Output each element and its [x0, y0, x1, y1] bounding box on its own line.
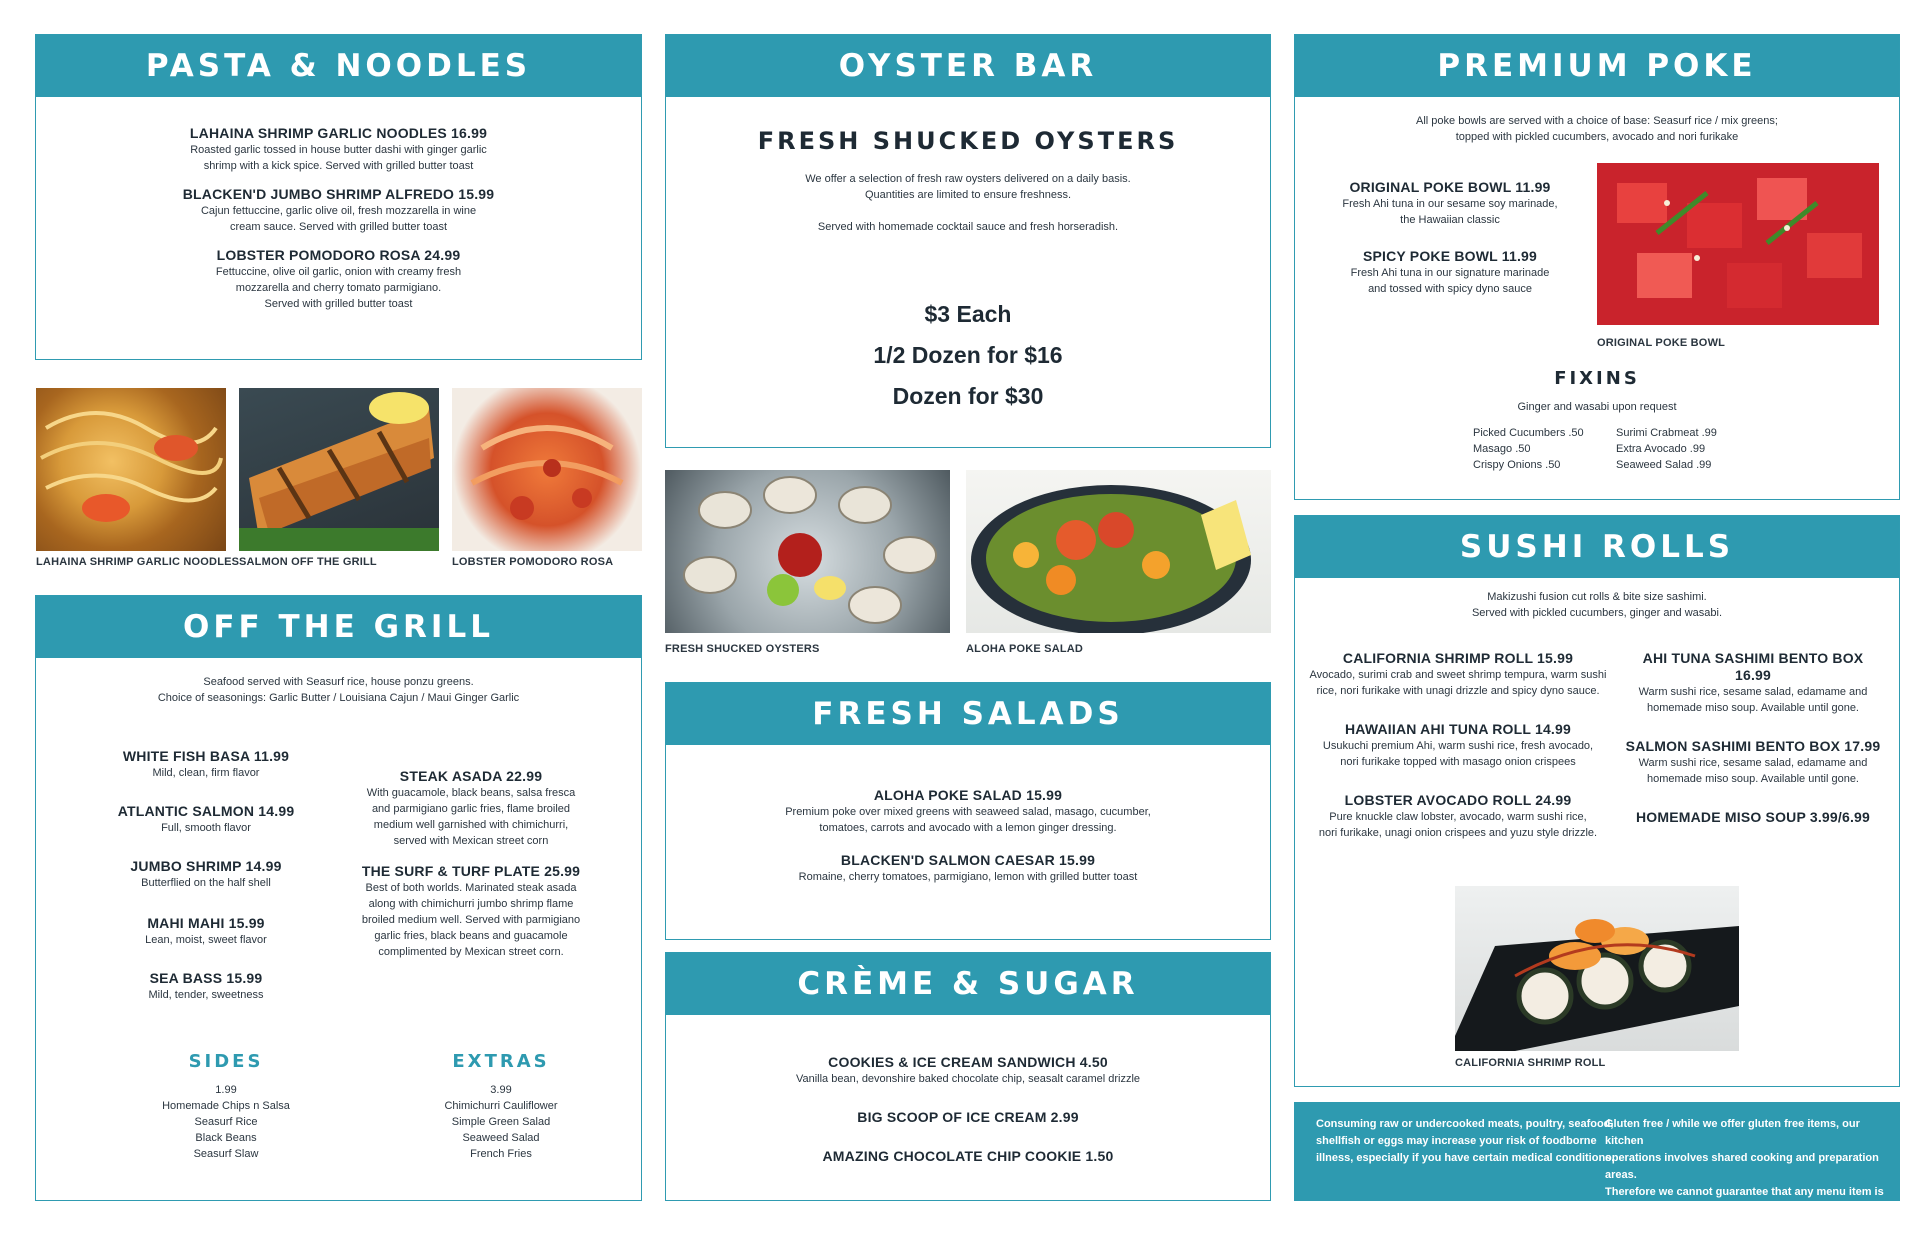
- item-desc: garlic fries, black beans and guacamole: [374, 930, 568, 942]
- item-desc: Cajun fettuccine, garlic olive oil, fresh mozzarella in wine: [200, 205, 477, 217]
- item-name: THE SURF & TURF PLATE 25.99: [361, 863, 581, 879]
- fixins-title: [1295, 368, 1899, 389]
- salads-header: FRESH SALADS: [666, 683, 1270, 745]
- menu-item: [666, 1054, 1270, 1087]
- item-name: LOBSTER AVOCADO ROLL 24.99: [1344, 792, 1572, 808]
- sushi-section: [1294, 515, 1900, 1087]
- served-line: Served with homemade cocktail sauce and fresh horseradish.: [817, 221, 1119, 233]
- menu-item: [96, 970, 316, 1003]
- item-desc: Premium poke over mixed greens with seaweed salad, masago, cucumber,: [785, 806, 1151, 818]
- intro-line: Choice of seasonings: Garlic Butter / Louisiana Cajun / Maui Ginger Garlic: [157, 692, 520, 704]
- item-desc: tomatoes, carrots and avocado with a lemon ginger dressing.: [819, 822, 1117, 834]
- menu-item: [96, 803, 316, 836]
- item-desc: Full, smooth flavor: [161, 822, 251, 834]
- poke-intro: [1295, 113, 1899, 145]
- item-name: WHITE FISH BASA 11.99: [122, 748, 290, 764]
- extra-item: Simple Green Salad: [451, 1116, 551, 1128]
- oyster-header: OYSTER BAR: [666, 35, 1270, 97]
- intro-line: Makizushi fusion cut rolls & bite size sashimi.: [1487, 591, 1707, 603]
- item-desc: homemade miso soup. Available until gone.: [1647, 702, 1859, 714]
- item-name: LOBSTER POMODORO ROSA 24.99: [216, 247, 461, 263]
- item-desc: Mild, tender, sweetness: [148, 989, 264, 1001]
- sides-price: 1.99: [215, 1084, 237, 1096]
- fixin-item: Surimi Crabmeat .99: [1616, 427, 1717, 439]
- fixins-right: [1616, 425, 1717, 473]
- item-name: BLACKEN'D JUMBO SHRIMP ALFREDO 15.99: [182, 186, 495, 202]
- grill-left-column: [96, 748, 316, 1003]
- menu-item: [1623, 650, 1883, 716]
- sides-list: [116, 1082, 336, 1162]
- fixins-left: [1473, 425, 1584, 473]
- creme-section: [665, 952, 1271, 1201]
- item-desc: mozzarella and cherry tomato parmigiano.: [235, 282, 442, 294]
- poke-items: [1335, 179, 1565, 297]
- fixin-item: Masago .50: [1473, 443, 1531, 455]
- intro-line: topped with pickled cucumbers, avocado and nori furikake: [1455, 131, 1739, 143]
- price-line: $3 Each: [924, 301, 1012, 327]
- grill-section: [35, 595, 642, 1201]
- oysters-photo: [665, 470, 950, 633]
- photo-caption: ALOHA POKE SALAD: [966, 643, 1084, 655]
- salmon-photo: [239, 388, 439, 551]
- extra-item: French Fries: [470, 1148, 532, 1160]
- salmon-illustration: [239, 388, 439, 551]
- item-name: MAHI MAHI 15.99: [147, 915, 265, 931]
- item-desc: Fettuccine, olive oil garlic, onion with creamy fresh: [215, 266, 462, 278]
- item-name: AHI TUNA SASHIMI BENTO BOX 16.99: [1642, 650, 1864, 683]
- item-desc: Butterflied on the half shell: [141, 877, 271, 889]
- menu-item: [356, 768, 586, 849]
- side-item: Black Beans: [195, 1132, 257, 1144]
- item-name: ATLANTIC SALMON 14.99: [117, 803, 295, 819]
- oyster-section: [665, 34, 1271, 448]
- item-name: HAWAIIAN AHI TUNA ROLL 14.99: [1345, 721, 1571, 737]
- side-item: Homemade Chips n Salsa: [162, 1100, 290, 1112]
- item-name: JUMBO SHRIMP 14.99: [130, 858, 282, 874]
- extras-price: 3.99: [490, 1084, 512, 1096]
- item-desc: and tossed with spicy dyno sauce: [1368, 283, 1532, 295]
- fixin-item: Seaweed Salad .99: [1616, 459, 1712, 471]
- item-desc: and parmigiano garlic fries, flame broiled: [371, 803, 571, 815]
- item-name: COOKIES & ICE CREAM SANDWICH 4.50: [828, 1054, 1108, 1070]
- menu-item: [1335, 248, 1565, 297]
- price-line: 1/2 Dozen for $16: [873, 342, 1063, 368]
- extras-title: EXTRAS: [452, 1051, 550, 1072]
- disclaimer-line: shellfish or eggs may increase your risk of foodborne: [1316, 1135, 1597, 1147]
- creme-items: [666, 1054, 1270, 1165]
- sushi-roll-photo: [1455, 886, 1739, 1051]
- item-desc: cream sauce. Served with grilled butter toast: [229, 221, 448, 233]
- item-desc: shrimp with a kick spice. Served with grilled butter toast: [203, 160, 474, 172]
- fixins-note: [1295, 399, 1899, 415]
- sushi-header: SUSHI ROLLS: [1295, 516, 1899, 578]
- menu-item: [96, 915, 316, 948]
- oyster-subtitle: FRESH SHUCKED OYSTERS: [757, 127, 1179, 155]
- item-desc: Warm sushi rice, sesame salad, edamame and: [1638, 757, 1868, 769]
- item-name: ORIGINAL POKE BOWL 11.99: [1349, 179, 1551, 195]
- intro-line: All poke bowls are served with a choice of base: Seasurf rice / mix greens;: [1416, 115, 1778, 127]
- disclaimer-line: illness, especially if you have certain medical conditions.: [1316, 1152, 1615, 1164]
- photo-caption: SALMON OFF THE GRILL: [239, 556, 377, 568]
- poke-bowl-photo: [1597, 163, 1879, 325]
- extra-item: Seaweed Salad: [462, 1132, 540, 1144]
- item-name: BIG SCOOP OF ICE CREAM 2.99: [857, 1109, 1079, 1125]
- menu-item: [1307, 792, 1609, 841]
- sushi-left-column: [1307, 650, 1609, 841]
- fixins-note-text: Ginger and wasabi upon request: [1517, 401, 1677, 413]
- menu-item: [666, 852, 1270, 885]
- intro-line: Served with pickled cucumbers, ginger and wasabi.: [1471, 607, 1723, 619]
- item-desc: rice, nori furikake with unagi drizzle and spicy dyno sauce.: [1316, 685, 1600, 697]
- salads-section: [665, 682, 1271, 940]
- poke-header: PREMIUM POKE: [1295, 35, 1899, 97]
- sushi-roll-illustration: [1455, 886, 1739, 1051]
- grill-header: OFF THE GRILL: [36, 596, 641, 658]
- disclaimer-bar: [1294, 1102, 1900, 1232]
- menu-item: [666, 787, 1270, 836]
- item-desc: Roasted garlic tossed in house butter dashi with ginger garlic: [190, 144, 487, 156]
- intro-line: Seafood served with Seasurf rice, house ponzu greens.: [203, 676, 474, 688]
- item-desc: Lean, moist, sweet flavor: [145, 934, 267, 946]
- item-desc: Avocado, surimi crab and sweet shrimp tempura, warm sushi: [1309, 669, 1607, 681]
- sides-title: SIDES: [188, 1051, 264, 1072]
- item-name: STEAK ASADA 22.99: [399, 768, 543, 784]
- photo-caption: CALIFORNIA SHRIMP ROLL: [1455, 1057, 1606, 1069]
- disclaimer-line: completely free from gluten or any other particular allergen.: [1605, 1203, 1870, 1232]
- poke-salad-photo: [966, 470, 1271, 633]
- item-desc: the Hawaiian classic: [1400, 214, 1500, 226]
- disclaimer-line: operations involves shared cooking and preparation areas.: [1605, 1152, 1879, 1181]
- extra-item: Chimichurri Cauliflower: [444, 1100, 558, 1112]
- sushi-right-column: [1623, 650, 1883, 826]
- noodles-photo: [36, 388, 226, 551]
- fixin-item: Crispy Onions .50: [1473, 459, 1561, 471]
- salads-items: [666, 787, 1270, 885]
- item-name: ALOHA POKE SALAD 15.99: [873, 787, 1063, 803]
- side-item: Seasurf Rice: [194, 1116, 258, 1128]
- poke-salad-illustration: [966, 470, 1271, 633]
- grill-right-column: [356, 768, 586, 960]
- grill-intro: [36, 674, 641, 706]
- item-desc: medium well garnished with chimichurri,: [373, 819, 569, 831]
- photo-caption: LOBSTER POMODORO ROSA: [452, 556, 614, 568]
- item-desc: nori furikake, unagi onion crispees and yuzu style drizzle.: [1318, 827, 1598, 839]
- item-desc: Warm sushi rice, sesame salad, edamame and: [1638, 686, 1868, 698]
- item-desc: Best of both worlds. Marinated steak asada: [365, 882, 577, 894]
- creme-header: CRÈME & SUGAR: [666, 953, 1270, 1015]
- item-name: HOMEMADE MISO SOUP 3.99/6.99: [1635, 809, 1871, 825]
- price-line: Dozen for $30: [892, 383, 1044, 409]
- item-name: AMAZING CHOCOLATE CHIP COOKIE 1.50: [822, 1148, 1114, 1164]
- item-desc: Fresh Ahi tuna in our sesame soy marinade,: [1342, 198, 1558, 210]
- item-desc: Vanilla bean, devonshire baked chocolate chip, seasalt caramel drizzle: [795, 1073, 1141, 1085]
- menu-item: [36, 247, 641, 312]
- side-item: Seasurf Slaw: [193, 1148, 259, 1160]
- menu-item: [1335, 179, 1565, 228]
- menu-item: [1307, 650, 1609, 699]
- noodles-illustration: [36, 388, 226, 551]
- pasta-section: [35, 34, 642, 360]
- pasta-header: PASTA & NOODLES: [36, 35, 641, 97]
- menu-item: [1623, 809, 1883, 826]
- desc-line: Quantities are limited to ensure freshness.: [864, 189, 1072, 201]
- menu-item: [666, 1148, 1270, 1165]
- extras-block: [391, 1051, 611, 1162]
- fixin-item: Extra Avocado .99: [1616, 443, 1706, 455]
- photo-caption: ORIGINAL POKE BOWL: [1597, 337, 1726, 349]
- disclaimer-raw-food: [1316, 1116, 1614, 1167]
- poke-bowl-illustration: [1597, 163, 1879, 325]
- oyster-desc: [666, 171, 1270, 235]
- disclaimer-line: Gluten free / while we offer gluten free items, our kitchen: [1605, 1118, 1860, 1147]
- menu-item: [666, 1109, 1270, 1126]
- item-name: SALMON SASHIMI BENTO BOX 17.99: [1625, 738, 1881, 754]
- item-desc: nori furikake topped with masago onion crispees: [1340, 756, 1576, 768]
- menu-item: [36, 186, 641, 235]
- item-desc: Fresh Ahi tuna in our signature marinade: [1350, 267, 1550, 279]
- sides-block: [116, 1051, 336, 1162]
- item-desc: homemade miso soup. Available until gone.: [1647, 773, 1859, 785]
- item-name: SPICY POKE BOWL 11.99: [1362, 248, 1538, 264]
- item-name: LAHAINA SHRIMP GARLIC NOODLES 16.99: [189, 125, 488, 141]
- item-desc: Pure knuckle claw lobster, avocado, warm sushi rice,: [1329, 811, 1587, 823]
- oyster-prices: [666, 301, 1270, 424]
- menu-item: [96, 858, 316, 891]
- extras-list: [391, 1082, 611, 1162]
- item-desc: complimented by Mexican street corn.: [378, 946, 564, 958]
- oysters-illustration: [665, 470, 950, 633]
- item-desc: With guacamole, black beans, salsa fresca: [366, 787, 576, 799]
- menu-item: [1307, 721, 1609, 770]
- item-desc: Romaine, cherry tomatoes, parmigiano, lemon with grilled butter toast: [798, 871, 1138, 883]
- sushi-intro: [1295, 589, 1899, 621]
- item-name: CALIFORNIA SHRIMP ROLL 15.99: [1342, 650, 1574, 666]
- fixins-heading: FIXINS: [1554, 368, 1640, 389]
- fixin-item: Picked Cucumbers .50: [1473, 427, 1584, 439]
- item-desc: Usukuchi premium Ahi, warm sushi rice, fresh avocado,: [1322, 740, 1594, 752]
- item-desc: Served with grilled butter toast: [264, 298, 413, 310]
- disclaimer-line: Therefore we cannot guarantee that any menu item is: [1605, 1186, 1884, 1198]
- item-desc: along with chimichurri jumbo shrimp flame: [368, 898, 574, 910]
- poke-section: [1294, 34, 1900, 500]
- photo-caption: LAHAINA SHRIMP GARLIC NOODLES: [36, 556, 240, 568]
- pomodoro-illustration: [452, 388, 642, 551]
- item-name: BLACKEN'D SALMON CAESAR 15.99: [840, 852, 1096, 868]
- disclaimer-gluten: [1605, 1116, 1900, 1235]
- pomodoro-photo: [452, 388, 642, 551]
- desc-line: We offer a selection of fresh raw oysters delivered on a daily basis.: [805, 173, 1131, 185]
- menu-item: [96, 748, 316, 781]
- pasta-items: [36, 125, 641, 325]
- item-desc: broiled medium well. Served with parmigiano: [361, 914, 581, 926]
- menu-item: [1623, 738, 1883, 787]
- menu-item: [36, 125, 641, 174]
- item-desc: Mild, clean, firm flavor: [152, 767, 260, 779]
- photo-caption: FRESH SHUCKED OYSTERS: [665, 643, 820, 655]
- disclaimer-line: Consuming raw or undercooked meats, poultry, seafood,: [1316, 1118, 1614, 1130]
- menu-item: [356, 863, 586, 960]
- item-desc: served with Mexican street corn: [393, 835, 549, 847]
- item-name: SEA BASS 15.99: [149, 970, 263, 986]
